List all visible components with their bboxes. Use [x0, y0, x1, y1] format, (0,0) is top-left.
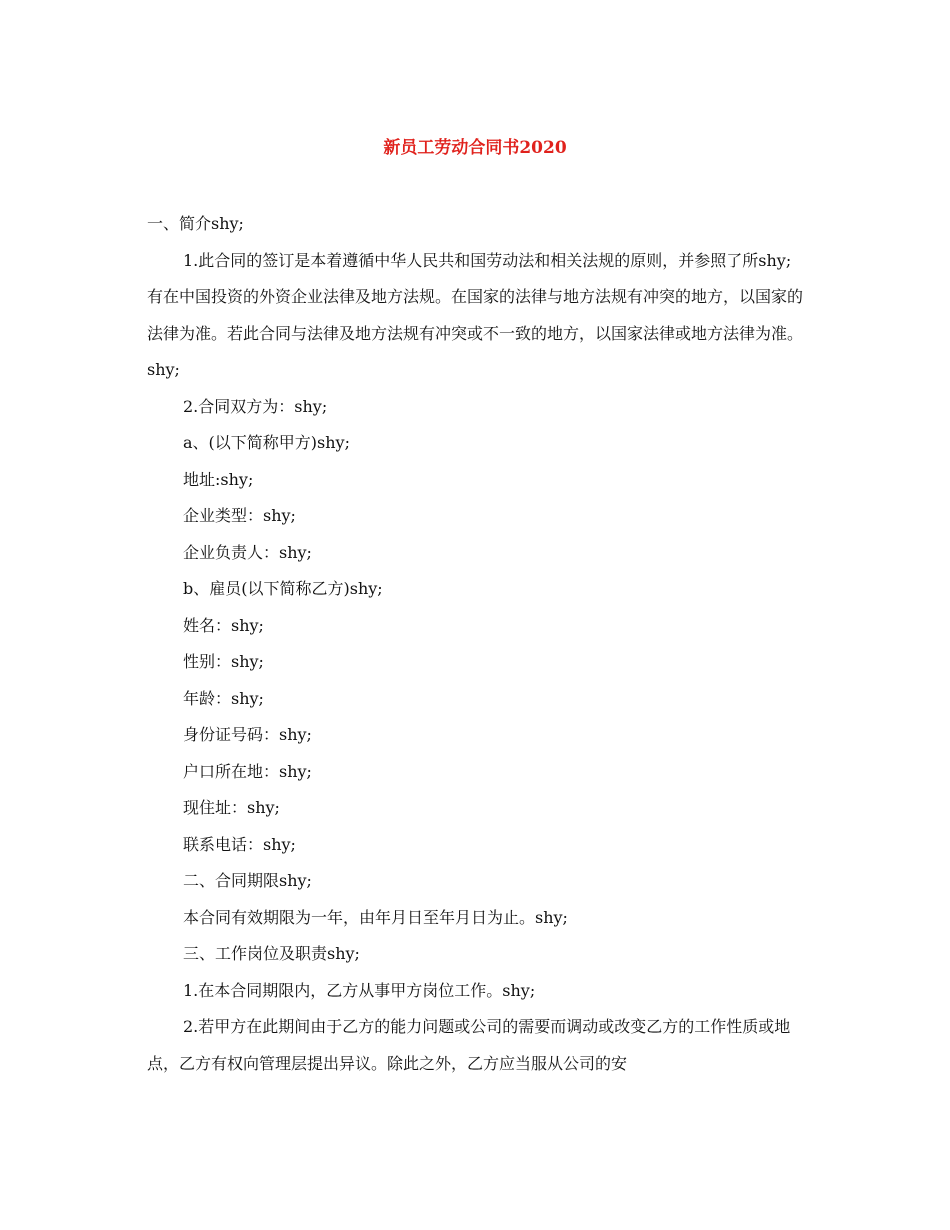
paragraph: 年龄：shy; [183, 688, 264, 708]
paragraph: 三、工作岗位及职责shy; [183, 944, 360, 963]
paragraph: 身份证号码：shy; [183, 725, 312, 744]
paragraph: 2.若甲方在此期间由于乙方的能力问题或公司的需要而调动或改变乙方的工作性质或地点，乙方有权向管理层提出异议。除此之外，乙方应当服从公司的安 [147, 1017, 791, 1073]
paragraph: 二、合同期限shy; [183, 871, 312, 890]
paragraph: b、雇员(以下简称乙方)shy; [183, 579, 383, 598]
paragraph: 企业负责人：shy; [183, 542, 312, 562]
paragraph: 户口所在地：shy; [183, 761, 312, 781]
paragraph: 姓名：shy; [183, 615, 264, 635]
paragraph: 1.在本合同期限内，乙方从事甲方岗位工作。shy; [183, 980, 536, 1000]
document-body [147, 206, 803, 1082]
paragraph: 性别：shy; [183, 652, 264, 671]
paragraph: 现住址：shy; [183, 798, 280, 817]
paragraph: 联系电话：shy; [183, 834, 296, 854]
paragraph: a、(以下简称甲方)shy; [183, 433, 350, 452]
document-title: 新员工劳动合同书2020 [383, 138, 567, 158]
paragraph: 2.合同双方为：shy; [183, 396, 328, 416]
paragraph: 本合同有效期限为一年，由年月日至年月日为止。shy; [183, 907, 568, 927]
paragraph: 企业类型：shy; [183, 506, 296, 525]
paragraph: 一、简介shy; [147, 214, 244, 233]
paragraph: 1.此合同的签订是本着遵循中华人民共和国劳动法和相关法规的原则，并参照了所shy;有在中国投资的外资企业法律及地方法规。在国家的法律与地方法规有冲突的地方，以国家的法律为准。若此合同与法律及地方法规有冲突或不一致的地方，以国家法律或地方法律为准。shy; [147, 250, 804, 379]
paragraph: 地址:shy; [183, 469, 254, 489]
